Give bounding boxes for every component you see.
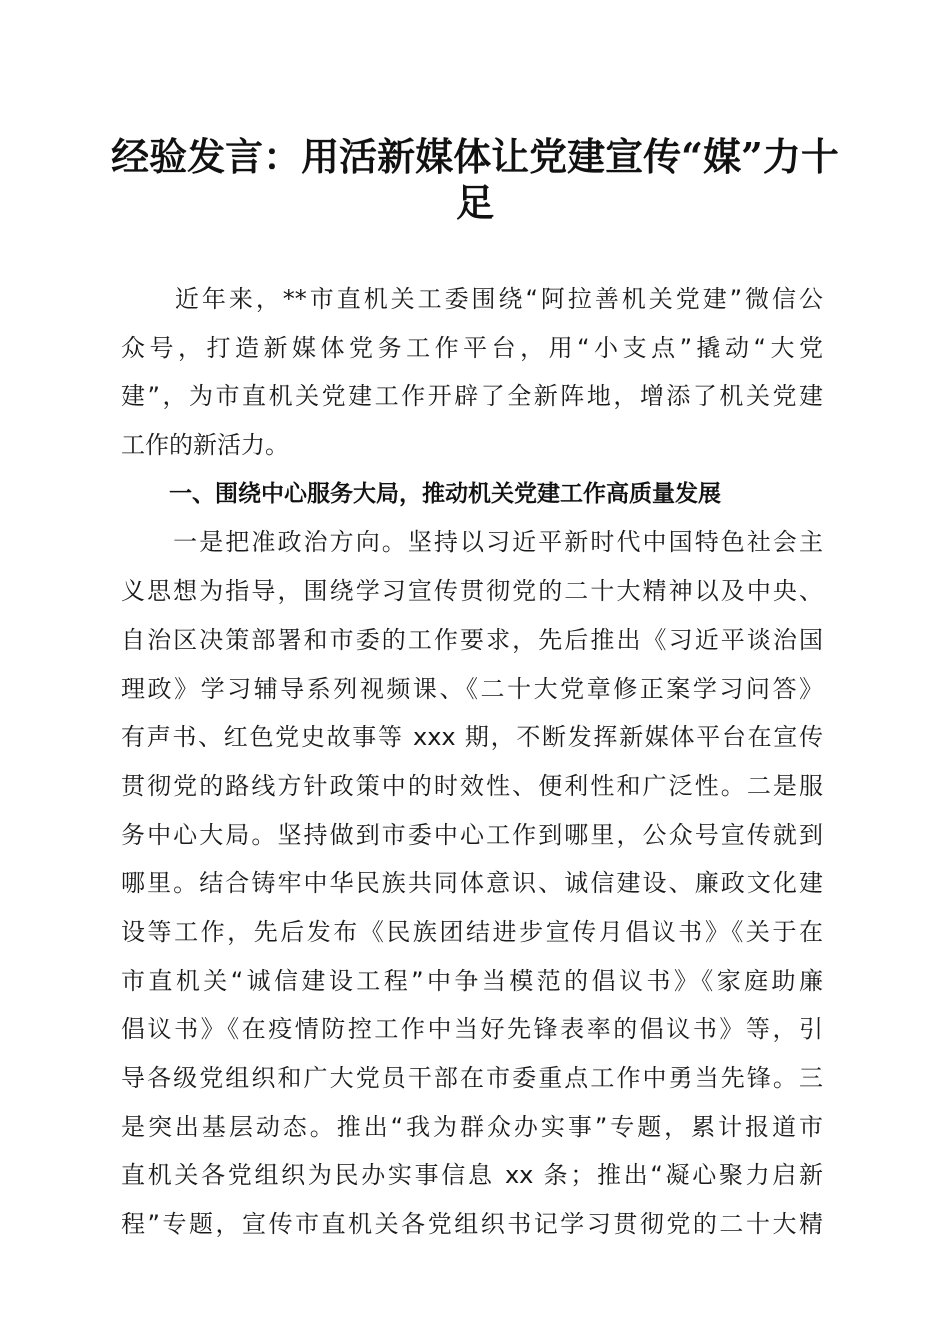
intro-paragraph	[121, 275, 823, 470]
text-line: 自治区决策部署和市委的工作要求，先后推出《习近平谈治国	[121, 625, 823, 654]
text-line: 务中心大局。坚持做到市委中心工作到哪里，公众号宣传就到	[121, 820, 823, 849]
text-line: 贯彻党的路线方针政策中的时效性、便利性和广泛性。二是服	[121, 771, 823, 800]
text-line: 市直机关“诚信建设工程”中争当模范的倡议书》《家庭助廉	[121, 966, 823, 995]
text-line: 哪里。结合铸牢中华民族共同体意识、诚信建设、廉政文化建	[121, 869, 823, 898]
text-line: 一是把准政治方向。坚持以习近平新时代中国特色社会主	[121, 528, 823, 557]
text-line: 理政》学习辅导系列视频课、《二十大党章修正案学习问答》	[121, 674, 823, 703]
text-line: 倡议书》《在疫情防控工作中当好先锋表率的倡议书》等，引	[121, 1015, 823, 1044]
text-line: 有声书、红色党史故事等 xxx 期，不断发挥新媒体平台在宣传	[121, 723, 823, 752]
text-line: 近年来，**市直机关工委围绕“阿拉善机关党建”微信公	[121, 285, 823, 313]
text-line: 直机关各党组织为民办实事信息 xx 条；推出“凝心聚力启新	[121, 1161, 823, 1190]
document-body	[121, 275, 823, 1249]
text-line: 建”，为市直机关党建工作开辟了全新阵地，增添了机关党建	[121, 382, 823, 411]
text-line: 义思想为指导，围绕学习宣传贯彻党的二十大精神以及中央、	[121, 577, 823, 606]
text-line: 是突出基层动态。推出“我为群众办实事”专题，累计报道市	[121, 1112, 823, 1141]
document-title	[110, 134, 840, 226]
section-heading: 一、围绕中心服务大局，推动机关党建工作高质量发展	[169, 480, 721, 507]
text-line: 程”专题，宣传市直机关各党组织书记学习贯彻党的二十大精	[121, 1210, 823, 1239]
title-line: 经验发言：用活新媒体让党建宣传“媒”力十	[111, 134, 839, 179]
text-line: 导各级党组织和广大党员干部在市委重点工作中勇当先锋。三	[121, 1064, 823, 1092]
text-line: 设等工作，先后发布《民族团结进步宣传月倡议书》《关于在	[121, 917, 823, 946]
text-line: 工作的新活力。	[121, 431, 289, 460]
text-line: 众号，打造新媒体党务工作平台，用“小支点”撬动“大党	[121, 333, 823, 362]
title-line: 足	[455, 180, 494, 225]
section-paragraph	[121, 518, 823, 1248]
